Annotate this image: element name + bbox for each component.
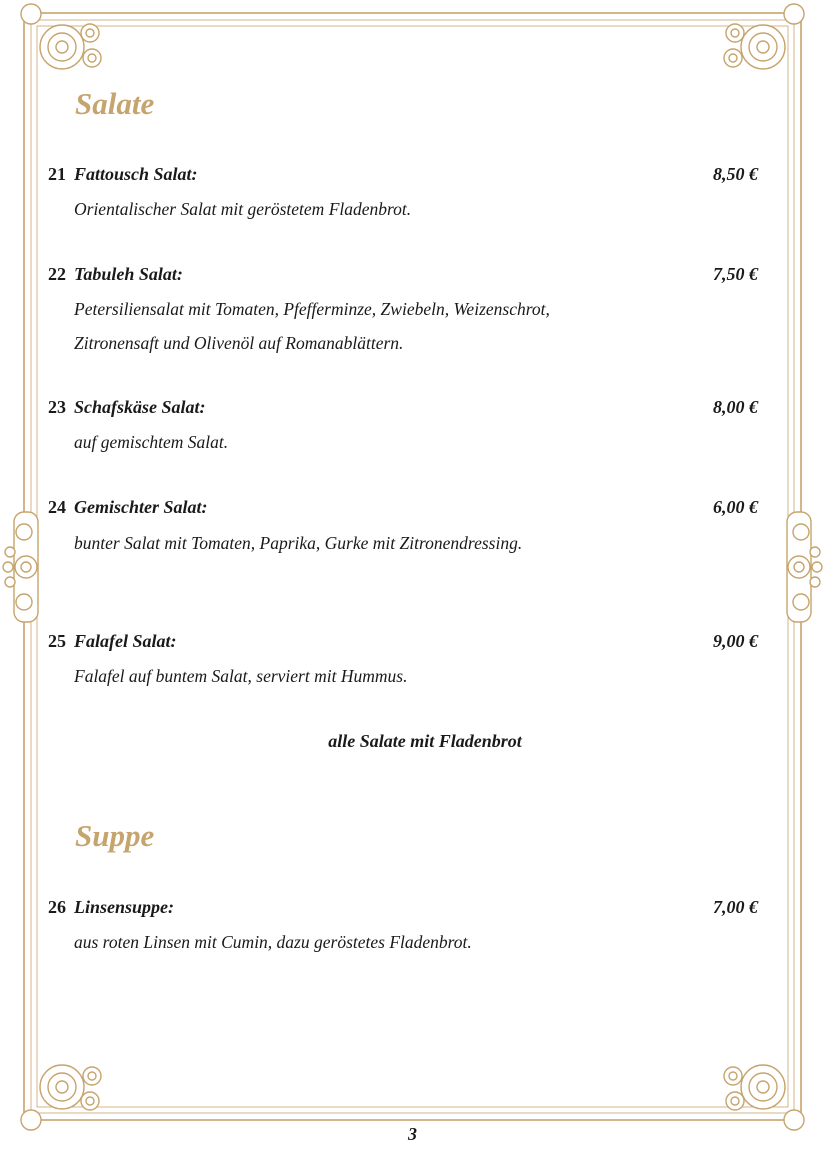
item-price: 7,50 € [713, 264, 758, 284]
item-description [74, 526, 714, 560]
menu-item-23 [48, 397, 758, 421]
item-name: Tabuleh Salat: [74, 264, 183, 284]
description-line: aus roten Linsen mit Cumin, dazu geröstetes Fladenbrot. [74, 932, 472, 952]
item-number: 25 [48, 631, 66, 651]
description-line: bunter Salat mit Tomaten, Paprika, Gurke mit Zitronendressing. [74, 533, 523, 553]
description-line: Petersiliensalat mit Tomaten, Pfefferminze, Zwiebeln, Weizenschrot, [74, 299, 550, 319]
menu-item-22 [48, 264, 758, 288]
item-price: 8,50 € [713, 164, 758, 184]
menu-item-21 [48, 164, 758, 188]
menu-item-25 [48, 631, 758, 655]
description-line: Falafel auf buntem Salat, serviert mit Hummus. [74, 666, 408, 686]
item-name: Schafskäse Salat: [74, 397, 206, 417]
item-price: 6,00 € [713, 497, 758, 517]
item-number: 26 [48, 897, 66, 917]
description-line: Zitronensaft und Olivenöl auf Romanablättern. [74, 333, 404, 353]
side-ornament-right-icon [787, 512, 822, 622]
page-number: 3 [408, 1124, 417, 1144]
item-description [74, 925, 714, 959]
item-name: Fattousch Salat: [74, 164, 198, 184]
item-number: 24 [48, 497, 66, 517]
section-title-suppe: Suppe [75, 818, 155, 853]
item-number: 23 [48, 397, 66, 417]
item-description [74, 192, 714, 226]
item-description [74, 659, 714, 693]
item-name: Linsensuppe: [74, 897, 175, 917]
description-line: auf gemischtem Salat. [74, 432, 229, 452]
item-description [74, 425, 714, 459]
item-number: 21 [48, 164, 66, 184]
item-name: Falafel Salat: [74, 631, 177, 651]
item-name: Gemischter Salat: [74, 497, 208, 517]
item-price: 9,00 € [713, 631, 758, 651]
description-line: Orientalischer Salat mit geröstetem Fladenbrot. [74, 199, 412, 219]
section-note: alle Salate mit Fladenbrot [328, 731, 522, 751]
item-price: 7,00 € [713, 897, 758, 917]
item-number: 22 [48, 264, 66, 284]
menu-item-26 [48, 897, 758, 921]
menu-item-24 [48, 497, 758, 521]
section-title-salate: Salate [75, 86, 155, 121]
side-ornament-left-icon [3, 512, 38, 622]
item-price: 8,00 € [713, 397, 758, 417]
item-description [74, 292, 714, 360]
